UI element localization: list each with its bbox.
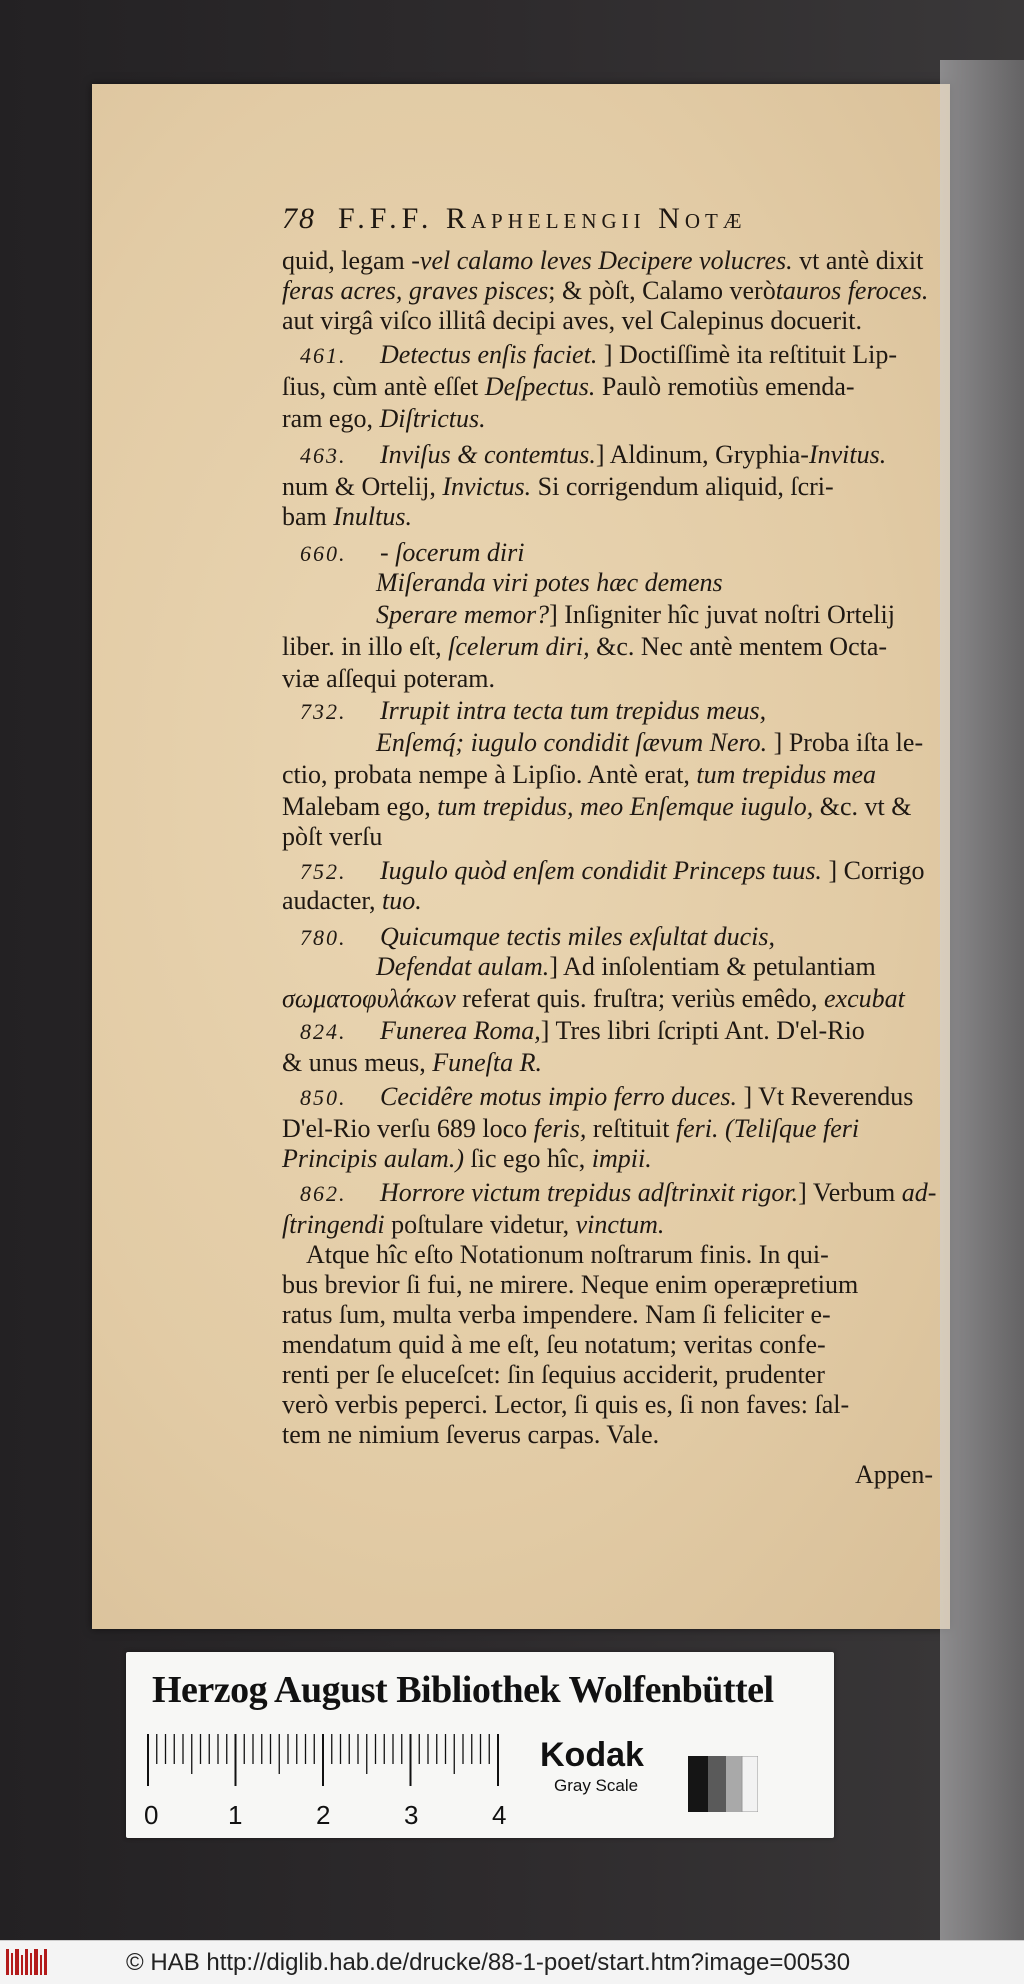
line-text: Si corrigendum aliquid, ſcri- xyxy=(531,472,834,501)
text-line xyxy=(300,440,886,471)
text-line xyxy=(282,502,412,532)
catchword: Appen- xyxy=(855,1460,933,1489)
gray-scale-label: Gray Scale xyxy=(554,1776,639,1795)
line-italic: -vel calamo leves Decipere volucres. xyxy=(411,246,793,275)
line-text: ] Aldinum, xyxy=(595,440,716,469)
text-line xyxy=(376,952,876,982)
line-text: ratus ſum, multa verba impendere. Nam ſi feliciter e- xyxy=(282,1300,831,1329)
ruler-number: 3 xyxy=(404,1800,419,1830)
ruler-number: 2 xyxy=(316,1800,331,1830)
text-line xyxy=(300,538,524,569)
line-italic: impii. xyxy=(591,1144,652,1173)
line-text: quid, legam xyxy=(282,246,412,275)
text-line xyxy=(300,696,766,727)
line-italic: Invitus. xyxy=(808,440,887,469)
text-line xyxy=(282,1330,826,1360)
text-line xyxy=(282,1360,825,1390)
line-text: audacter, xyxy=(282,886,383,915)
text-line xyxy=(300,340,897,371)
line-text: Paulò remotiùs emenda- xyxy=(595,372,855,401)
line-text: tem ne nimium ſeverus carpas. Vale. xyxy=(282,1420,660,1449)
line-number: 850. xyxy=(300,1085,347,1110)
text-line xyxy=(282,886,422,916)
line-text: ram ego, xyxy=(282,404,380,433)
line-italic: tuo. xyxy=(382,886,422,915)
line-text: vt antè dixit xyxy=(792,246,924,275)
line-number: 463. xyxy=(300,443,347,468)
line-text: ; & pòſt, xyxy=(548,276,643,305)
text-line xyxy=(300,1016,865,1047)
line-italic: tauros feroces. xyxy=(775,276,929,305)
line-italic: Cecidêre motus impio ferro duces. xyxy=(380,1082,737,1111)
line-text: ctio, probata nempe à Lipſio. Antè erat, xyxy=(282,760,697,789)
line-italic: excubat xyxy=(824,984,905,1013)
text-line xyxy=(376,728,923,758)
line-italic: Defendat aulam. xyxy=(376,952,550,981)
line-text: ] Tres libri ſcripti Ant. D'el-Rio xyxy=(540,1016,865,1045)
running-title: F.F.F. Raphelengii Notæ xyxy=(338,202,747,235)
line-italic: Quicumque tectis miles exſultat ducis, xyxy=(380,922,775,951)
line-text: Malebam ego, xyxy=(282,792,438,821)
line-italic: feris, xyxy=(533,1114,587,1143)
line-text: D'el-Rio verſu 689 loco xyxy=(282,1114,534,1143)
line-italic: - ſocerum diri xyxy=(380,538,525,567)
line-text: pòſt verſu xyxy=(282,822,383,851)
line-italic: Funerea Roma, xyxy=(380,1016,541,1045)
line-text: referat quis. fruſtra; veriùs emêdo, xyxy=(455,984,824,1013)
text-line xyxy=(300,856,924,887)
line-text: ] Corrigo xyxy=(821,856,925,885)
text-line xyxy=(282,632,887,662)
line-text: ] Doctiſſimè ita reſtituit Lip- xyxy=(597,340,897,369)
line-text: reſtituit xyxy=(586,1114,676,1143)
library-color-card xyxy=(126,1652,834,1838)
text-line xyxy=(282,792,911,822)
line-number: 461. xyxy=(300,343,347,368)
line-number: 780. xyxy=(300,925,347,950)
line-text: Calamo verò xyxy=(642,276,776,305)
page-number: 78 xyxy=(282,202,316,235)
line-text: & unus meus, xyxy=(282,1048,433,1077)
line-text: poſtulare videtur, xyxy=(384,1210,576,1239)
line-italic: Miſeranda viri potes hæc demens xyxy=(376,568,723,597)
line-italic: Inviſus & contemtus. xyxy=(380,440,596,469)
scale-ruler xyxy=(144,1734,524,1834)
line-italic: ſcelerum diri, xyxy=(448,632,590,661)
line-text: liber. in illo eſt, xyxy=(282,632,449,661)
line-italic: tum trepidus, meo Enſemque iugulo, xyxy=(437,792,814,821)
line-italic: feras acres, graves pisces xyxy=(282,276,549,305)
text-line xyxy=(282,404,486,434)
text-line xyxy=(300,1082,913,1113)
text-line xyxy=(376,600,895,630)
text-line xyxy=(282,276,928,306)
ruler-number: 1 xyxy=(228,1800,243,1830)
text-line xyxy=(282,246,923,276)
line-italic: Horrore victum trepidus adſtrinxit rigor. xyxy=(380,1178,799,1207)
ruler-number: 0 xyxy=(144,1800,159,1830)
line-text: ] Verbum xyxy=(798,1178,902,1207)
footer-bar xyxy=(0,1940,1024,1984)
line-text: viæ aſſequi poteram. xyxy=(282,664,496,693)
text-line xyxy=(300,1178,936,1209)
line-number: 732. xyxy=(300,699,347,724)
line-text: &c. vt & xyxy=(813,792,912,821)
running-head xyxy=(282,202,747,236)
line-italic: Invictus. xyxy=(442,472,532,501)
line-text: Gryphia- xyxy=(715,440,809,469)
text-line xyxy=(282,1210,664,1240)
line-italic: Funeſta R. xyxy=(432,1048,542,1077)
line-number: 824. xyxy=(300,1019,347,1044)
text-line xyxy=(282,1048,542,1078)
line-text: num & Ortelij, xyxy=(282,472,443,501)
line-number: 862. xyxy=(300,1181,347,1206)
text-line xyxy=(282,1300,831,1330)
hab-barcode-icon xyxy=(6,1947,48,1977)
line-italic: vinctum. xyxy=(575,1210,665,1239)
line-text: &c. Nec antè mentem Octa- xyxy=(589,632,888,661)
line-italic: feri. (Teliſque feri xyxy=(675,1114,860,1143)
ruler-number: 4 xyxy=(492,1800,507,1830)
library-name: Herzog August Bibliothek Wolfenbüttel xyxy=(152,1669,774,1711)
line-text: Atque hîc eſto Notationum noſtrarum finis. In qui- xyxy=(306,1240,829,1269)
line-text: ] Inſigniter hîc juvat noſtri Ortelij xyxy=(549,600,895,629)
text-line xyxy=(282,984,905,1014)
line-italic: Irrupit intra tecta tum trepidus meus, xyxy=(380,696,767,725)
text-line xyxy=(282,1390,849,1420)
line-text: ] Proba iſta le- xyxy=(767,728,924,757)
line-italic: tum trepidus mea xyxy=(696,760,876,789)
line-italic: Principis aulam.) xyxy=(282,1144,464,1173)
line-italic: Diſtrictus. xyxy=(379,404,486,433)
line-text: ſius, cùm antè eſſet xyxy=(282,372,485,401)
line-text: bus brevior ſi fui, ne mirere. Neque enim operæpretium xyxy=(282,1270,859,1299)
line-italic: Detectus enſis faciet. xyxy=(380,340,598,369)
line-text: renti per ſe eluceſcet: ſin ſequius acciderit, prudenter xyxy=(282,1360,825,1389)
text-line xyxy=(282,472,834,502)
line-text: mendatum quid à me eſt, ſeu notatum; veritas confe- xyxy=(282,1330,826,1359)
line-italic: Deſpectus. xyxy=(484,372,596,401)
gray-patches xyxy=(688,1756,758,1812)
line-italic: Sperare memor? xyxy=(376,600,550,629)
text-line xyxy=(282,1144,652,1174)
line-number: 752. xyxy=(300,859,347,884)
text-line xyxy=(306,1240,829,1270)
line-italic: ſtringendi xyxy=(282,1210,385,1239)
line-italic: σωματοφυλάκων xyxy=(282,984,456,1013)
footer-url[interactable]: © HAB http://diglib.hab.de/drucke/88-1-poet/start.htm?image=00530 xyxy=(126,1949,851,1976)
text-line xyxy=(282,372,855,402)
line-number: 660. xyxy=(300,541,347,566)
line-italic: Inultus. xyxy=(333,502,412,531)
line-text: aut virgâ viſco illitâ decipi aves, vel Calepinus docuerit. xyxy=(282,306,863,335)
facing-page-edge xyxy=(940,60,1024,1940)
text-line xyxy=(282,1270,858,1300)
line-text: ſic ego hîc, xyxy=(464,1144,592,1173)
text-line xyxy=(282,306,862,336)
text-line xyxy=(282,760,876,790)
line-italic: Iugulo quòd enſem condidit Princeps tuus. xyxy=(380,856,822,885)
text-line xyxy=(282,822,382,852)
text-line xyxy=(282,1420,659,1450)
text-line xyxy=(282,1114,859,1144)
text-line xyxy=(282,664,495,694)
line-text: verò verbis peperci. Lector, ſi quis es, ſi non faves: ſal- xyxy=(282,1390,850,1419)
kodak-logo: Kodak xyxy=(540,1736,644,1774)
line-text: ] Ad inſolentiam & petulantiam xyxy=(549,952,876,981)
line-text: ] Vt Reverendus xyxy=(736,1082,914,1111)
text-line xyxy=(376,568,723,598)
text-line xyxy=(300,922,775,953)
line-text: bam xyxy=(282,502,334,531)
line-italic: ad- xyxy=(901,1178,937,1207)
line-italic: Enſemq́; iugulo condidit ſævum Nero. xyxy=(376,728,768,757)
